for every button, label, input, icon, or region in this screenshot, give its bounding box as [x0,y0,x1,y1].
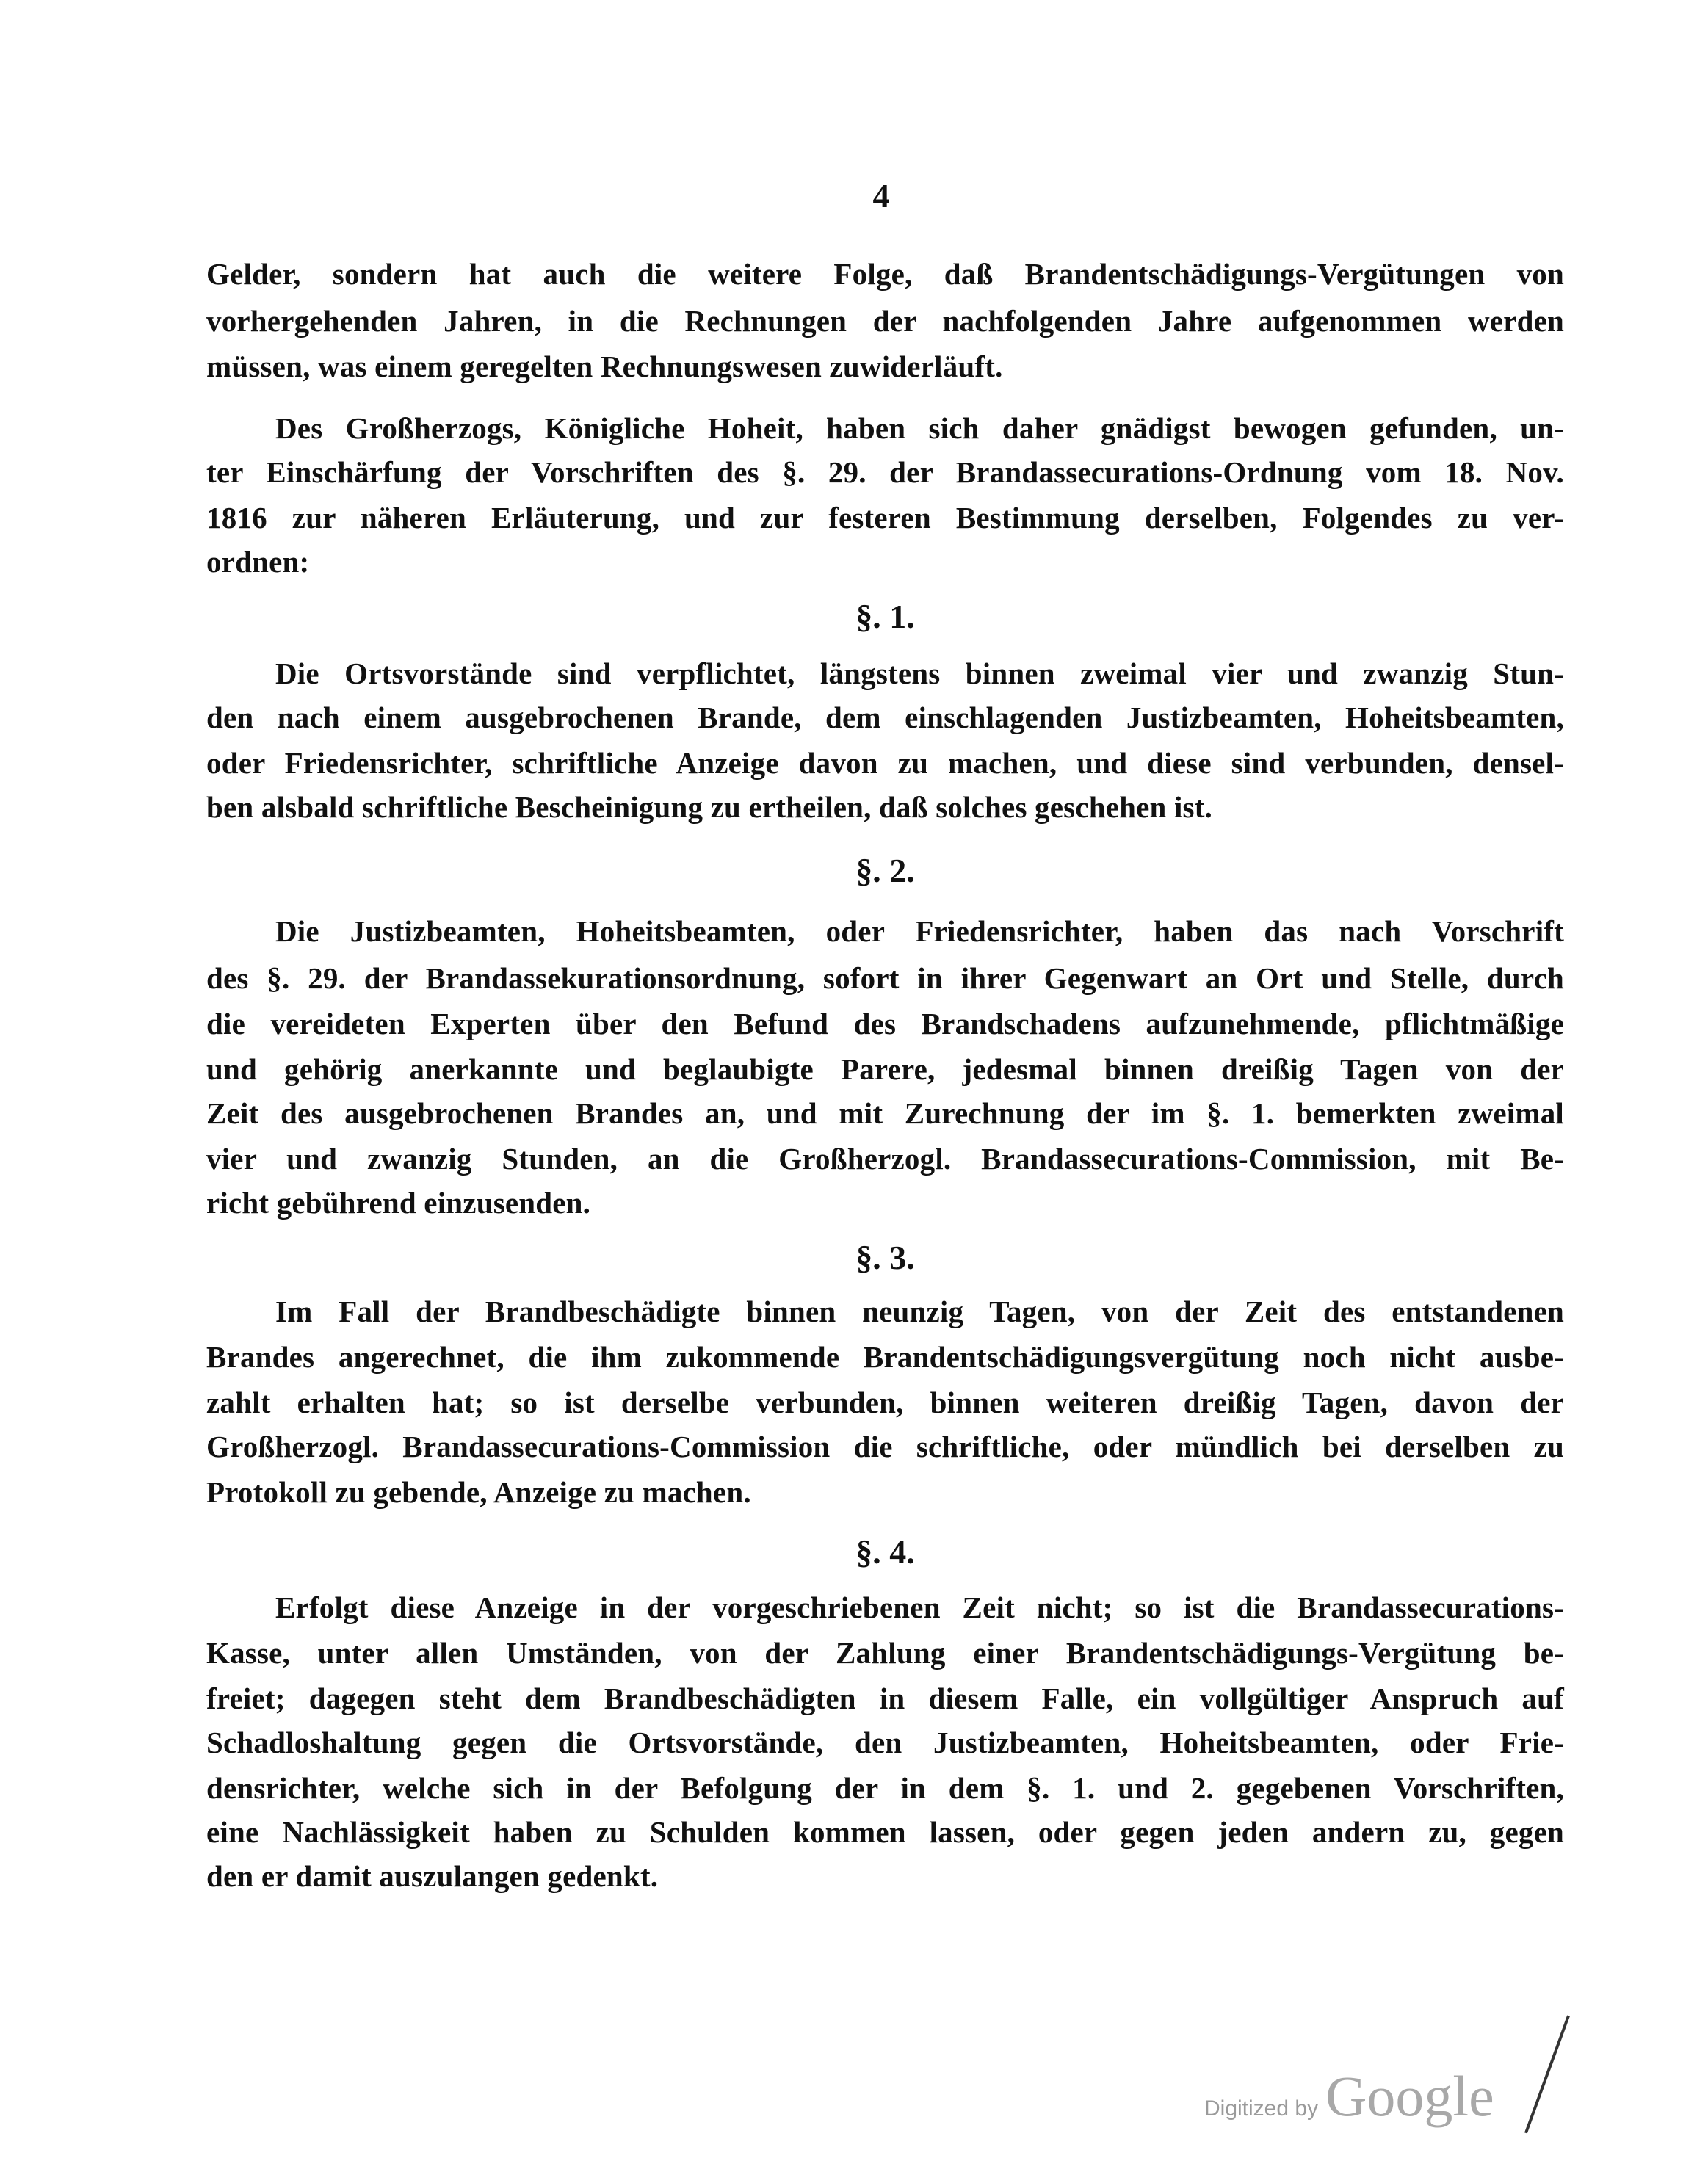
text-line: ben alsbald schriftliche Bescheinigung zu ertheilen, daß solches geschehen ist. [206,790,1213,824]
text-line: eine Nachlässigkeit haben zu Schulden kommen lassen, oder gegen jeden andern zu, gegen [206,1815,1564,1849]
text-line: Großherzogl. Brandassecurations-Commission die schriftliche, oder mündlich bei derselben zu [206,1430,1564,1463]
text-line: den er damit auszulangen gedenkt. [206,1859,659,1893]
text-line: vier und zwanzig Stunden, an die Großherzogl. Brandassecurations-Commission, mit Be- [206,1142,1564,1176]
text-line: Des Großherzogs, Königliche Hoheit, haben sich daher gnädigst bewogen gefunden, un- [275,411,1564,445]
text-line: Gelder, sondern hat auch die weitere Folge, daß Brandentschädigungs-Vergütungen von [206,257,1564,291]
page-number: 4 [872,177,890,214]
text-line: Die Ortsvorstände sind verpflichtet, längstens binnen zweimal vier und zwanzig Stun- [275,656,1564,690]
watermark-brand: Google [1325,2064,1494,2128]
text-line: Erfolgt diese Anzeige in der vorgeschriebenen Zeit nicht; so ist die Brandassecurations- [275,1590,1564,1624]
text-line: vorhergehenden Jahren, in die Rechnungen der nachfolgenden Jahre aufgenommen werden [206,304,1564,338]
text-line: Zeit des ausgebrochenen Brandes an, und mit Zurechnung der im §. 1. bemerkten zweimal [206,1096,1564,1130]
text-line: des §. 29. der Brandassekurationsordnung, sofort in ihrer Gegenwart an Ort und Stelle, durch [206,961,1564,995]
text-line: Brandes angerechnet, die ihm zukommende Brandentschädigungsvergütung noch nicht ausbe- [206,1340,1564,1374]
watermark-prefix: Digitized by [1204,2096,1319,2121]
text-line: Protokoll zu gebende, Anzeige zu machen. [206,1475,751,1509]
section-heading: §. 1. [855,598,915,635]
section-heading: §. 2. [855,852,915,889]
text-line: densrichter, welche sich in der Befolgung der in dem §. 1. und 2. gegebenen Vorschriften, [206,1771,1564,1805]
text-line: freiet; dagegen steht dem Brandbeschädigten in diesem Falle, ein vollgültiger Anspruch auf [206,1682,1564,1715]
text-line: den nach einem ausgebrochenen Brande, dem einschlagenden Justizbeamten, Hoheitsbeamten, [206,701,1564,734]
text-line: Kasse, unter allen Umständen, von der Zahlung einer Brandentschädigungs-Vergütung be- [206,1636,1564,1670]
digitization-watermark [1204,2063,1494,2129]
text-line: die vereideten Experten über den Befund des Brandschadens aufzunehmende, pflichtmäßige [206,1007,1564,1040]
text-line: Im Fall der Brandbeschädigte binnen neunzig Tagen, von der Zeit des entstandenen [275,1295,1564,1328]
text-line: zahlt erhalten hat; so ist derselbe verbunden, binnen weiteren dreißig Tagen, davon der [206,1386,1564,1419]
text-line: ordnen: [206,545,310,579]
scan-mark [1524,2015,1570,2133]
text-line: Schadloshaltung gegen die Ortsvorstände, den Justizbeamten, Hoheitsbeamten, oder Frie- [206,1726,1564,1759]
text-line: richt gebührend einzusenden. [206,1186,591,1220]
text-line: und gehörig anerkannte und beglaubigte Parere, jedesmal binnen dreißig Tagen von der [206,1052,1564,1086]
section-heading: §. 3. [855,1239,915,1276]
text-line: oder Friedensrichter, schriftliche Anzeige davon zu machen, und diese sind verbunden, densel- [206,746,1564,780]
text-line: Die Justizbeamten, Hoheitsbeamten, oder Friedensrichter, haben das nach Vorschrift [275,914,1564,948]
text-line: ter Einschärfung der Vorschriften des §. 29. der Brandassecurations-Ordnung vom 18. Nov. [206,455,1564,489]
text-line: müssen, was einem geregelten Rechnungswesen zuwiderläuft. [206,350,1003,383]
section-heading: §. 4. [855,1533,915,1571]
text-line: 1816 zur näheren Erläuterung, und zur festeren Bestimmung derselben, Folgendes zu ver- [206,501,1564,535]
